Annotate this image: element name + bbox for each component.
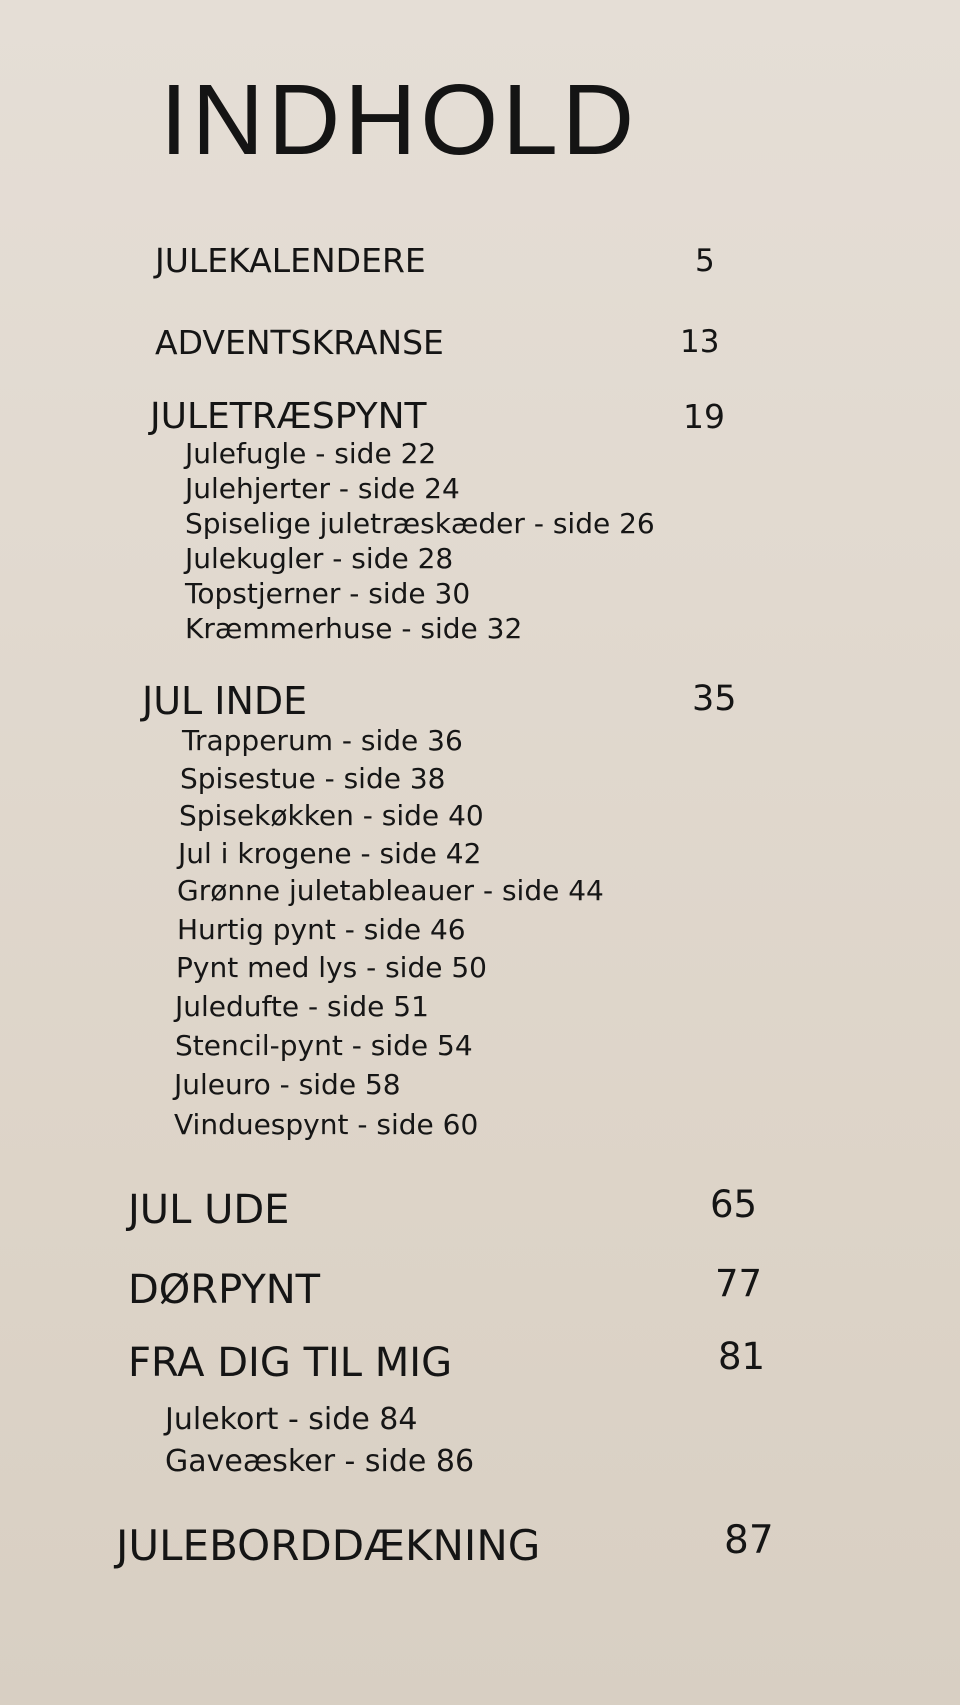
subsection-item: Pynt med lys - side 50 [176,951,487,984]
section-page-number: 87 [724,1518,774,1563]
section-page-number: 19 [683,397,725,436]
subsection-item: Grønne juletableauer - side 44 [177,874,604,907]
subsection-item: Juledufte - side 51 [175,990,429,1023]
subsection-item: Julehjerter - side 24 [185,472,460,505]
section-heading: DØRPYNT [128,1267,321,1313]
section-heading: JULEKALENDERE [155,241,426,280]
subsection-item: Hurtig pynt - side 46 [177,913,466,946]
subsection-item: Julekort - side 84 [165,1402,418,1437]
subsection-item: Julefugle - side 22 [185,437,437,470]
subsection-item: Trapperum - side 36 [182,724,463,757]
subsection-item: Stencil-pynt - side 54 [175,1029,473,1062]
section-heading: JUL UDE [128,1187,290,1233]
section-heading: JUL INDE [142,679,308,723]
subsection-item: Julekugler - side 28 [185,542,454,575]
section-page-number: 65 [710,1183,758,1226]
section-heading: ADVENTSKRANSE [155,323,444,362]
section-page-number: 77 [715,1262,763,1305]
subsection-item: Spiselige juletræskæder - side 26 [185,507,655,540]
section-heading: JULETRÆSPYNT [150,396,427,437]
subsection-item: Vinduespynt - side 60 [174,1108,479,1141]
page-title: INDHOLD [160,64,639,176]
subsection-item: Gaveæsker - side 86 [165,1444,475,1479]
section-heading: FRA DIG TIL MIG [128,1340,453,1386]
section-heading: JULEBORDDÆKNING [116,1521,541,1570]
subsection-item: Spisekøkken - side 40 [179,799,484,832]
subsection-item: Kræmmerhuse - side 32 [185,612,523,645]
section-page-number: 5 [695,243,715,279]
subsection-item: Juleuro - side 58 [174,1068,401,1101]
section-page-number: 81 [718,1335,766,1378]
subsection-item: Topstjerner - side 30 [185,577,471,610]
subsection-item: Jul i krogene - side 42 [178,837,482,870]
subsection-item: Spisestue - side 38 [180,762,446,795]
section-page-number: 35 [692,679,737,719]
section-page-number: 13 [680,324,720,360]
